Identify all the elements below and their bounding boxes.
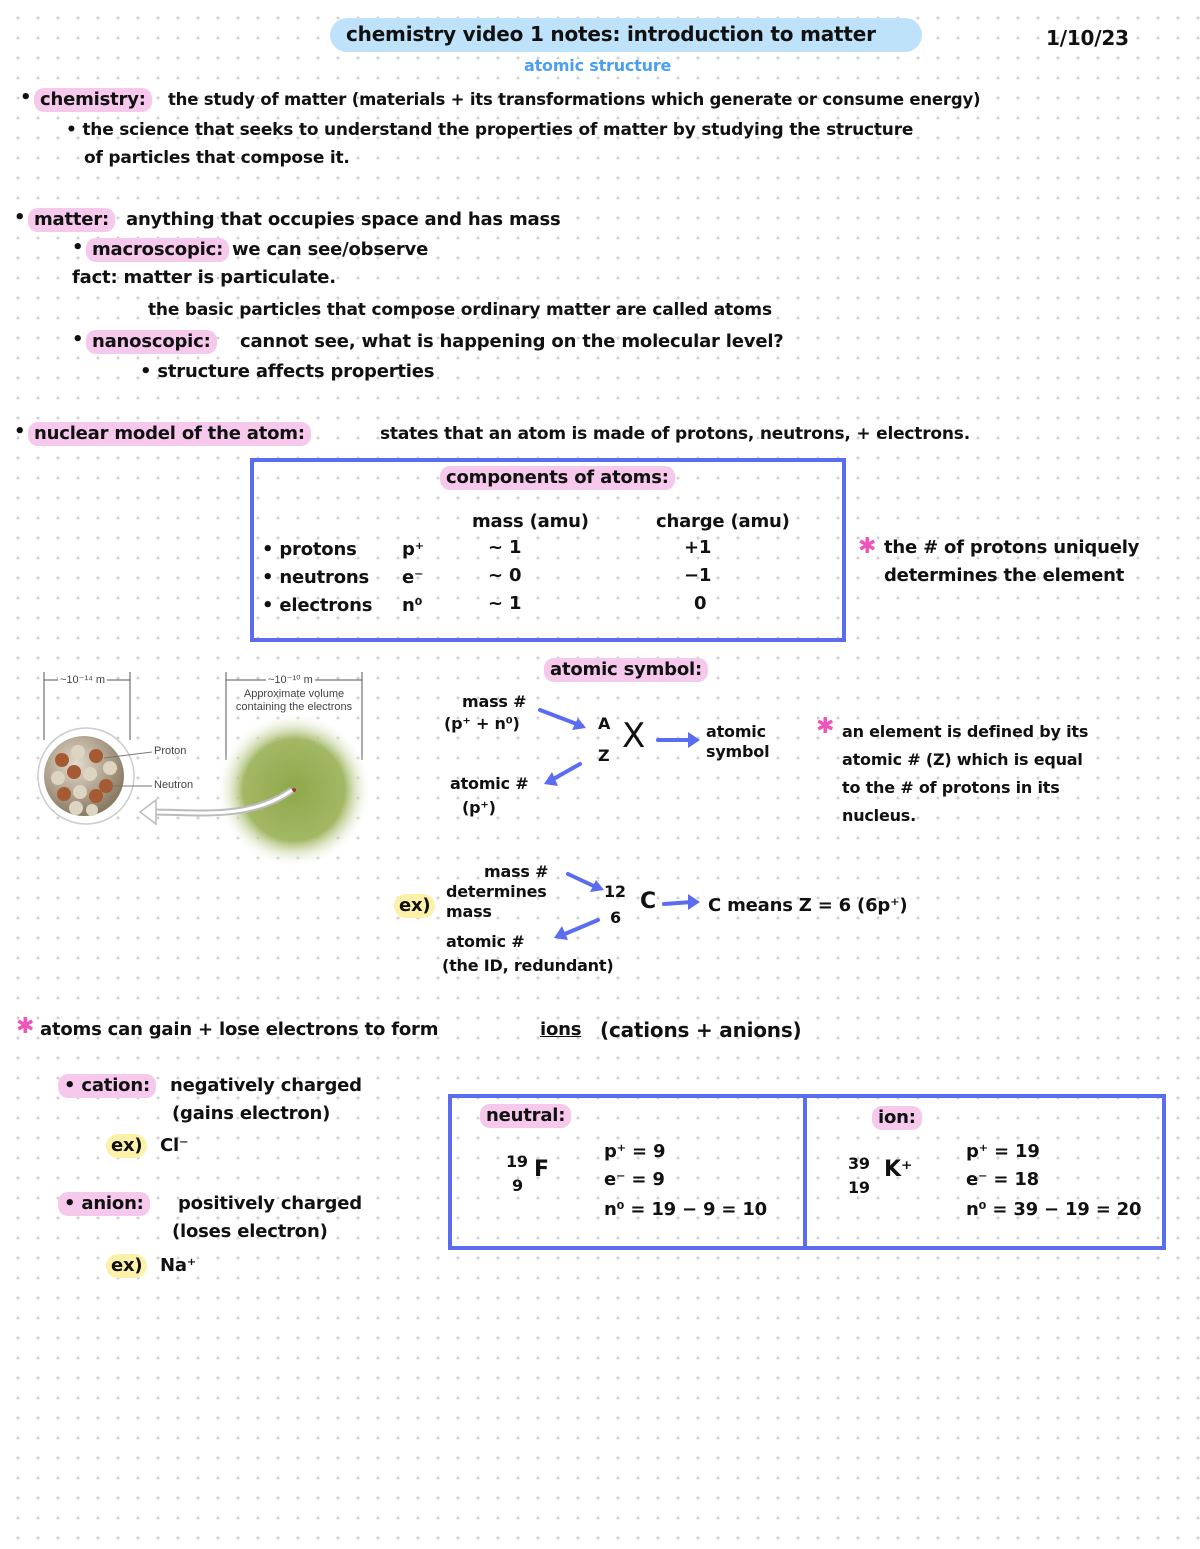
bullet-macroscopic: • [72, 237, 84, 258]
element-note-1: an element is defined by its [842, 722, 1089, 741]
element-note-2: atomic # (Z) which is equal [842, 750, 1083, 769]
page-subtitle: atomic structure [524, 56, 672, 75]
chemistry-sub-1: • the science that seeks to understand the properties of matter by studying the structure [66, 120, 914, 140]
bullet-nuclear: • [14, 421, 26, 442]
row-electrons-charge: 0 [694, 593, 707, 614]
atom-scale-label: ~10⁻¹⁰ m [268, 674, 313, 686]
ions-statement-post: (cations + anions) [600, 1018, 802, 1042]
term-matter: matter: [28, 208, 115, 232]
term-nanoscopic: nanoscopic: [86, 330, 217, 354]
fact-matter: fact: matter is particulate. [72, 267, 336, 288]
def-chemistry: the study of matter (materials + its transformations which generate or consume energy) [168, 90, 981, 109]
example-label: ex) [394, 894, 435, 918]
fact-atoms: the basic particles that compose ordinary matter are called atoms [148, 300, 772, 320]
star-icon: ✱ [16, 1014, 35, 1039]
row-electrons-sym: n⁰ [402, 595, 423, 616]
row-neutrons-mass: ~ 0 [488, 565, 522, 586]
term-anion: • anion: [58, 1192, 150, 1216]
def-cation: negatively charged [170, 1075, 362, 1096]
star-icon: ✱ [816, 714, 835, 739]
term-nuclear-model: nuclear model of the atom: [28, 422, 311, 446]
atomic-number-label-2: (p⁺) [462, 798, 496, 817]
row-protons-charge: +1 [684, 537, 712, 558]
ion-superscript: 39 [848, 1154, 870, 1173]
row-neutrons-name: • neutrons [262, 567, 369, 588]
nanoscopic-sub: • structure affects properties [140, 361, 435, 382]
row-electrons-name: • electrons [262, 595, 373, 616]
neutral-neutrons: n⁰ = 19 − 9 = 10 [604, 1199, 767, 1220]
atomic-symbol-label-2: symbol [706, 742, 770, 761]
element-note-4: nucleus. [842, 806, 916, 825]
neutral-subscript: 9 [512, 1176, 523, 1195]
row-protons-sym: p⁺ [402, 539, 424, 560]
chemistry-sub-2: of particles that compose it. [84, 148, 350, 168]
box-divider [803, 1094, 807, 1250]
ion-subscript: 19 [848, 1178, 870, 1197]
ion-title: ion: [872, 1106, 922, 1130]
atomic-symbol-title: atomic symbol: [544, 658, 708, 682]
header-mass: mass (amu) [472, 511, 589, 532]
ion-electrons: e⁻ = 18 [966, 1169, 1039, 1190]
ion-symbol: K⁺ [884, 1157, 913, 1182]
carbon-symbol: C [640, 889, 656, 914]
carbon-mass-label-3: mass [446, 902, 492, 921]
nucleus-scale-label: ~10⁻¹⁴ m [60, 674, 106, 686]
def-macroscopic: we can see/observe [232, 239, 429, 260]
carbon-result: C means Z = 6 (6p⁺) [708, 895, 908, 916]
carbon-superscript: 12 [604, 882, 626, 901]
star-icon: ✱ [858, 534, 877, 559]
ion-neutrons: n⁰ = 39 − 19 = 20 [966, 1199, 1142, 1220]
neutral-electrons: e⁻ = 9 [604, 1169, 665, 1190]
carbon-subscript: 6 [610, 908, 621, 927]
row-protons-mass: ~ 1 [488, 537, 522, 558]
term-cation: • cation: [58, 1074, 156, 1098]
carbon-mass-label-1: mass # [484, 862, 549, 881]
def-anion: positively charged [178, 1193, 362, 1214]
protons-note-1: the # of protons uniquely [884, 537, 1140, 558]
atomic-number-label-1: atomic # [450, 774, 529, 793]
cation-example-label: ex) [106, 1134, 147, 1158]
def-nanoscopic: cannot see, what is happening on the molecular level? [240, 331, 784, 352]
neutral-symbol: F [534, 1157, 549, 1182]
label-proton: Proton [154, 745, 187, 757]
ion-protons: p⁺ = 19 [966, 1141, 1040, 1162]
row-protons-name: • protons [262, 539, 357, 560]
anion-example-label: ex) [106, 1254, 147, 1278]
symbol-subscript: Z [598, 746, 610, 765]
atomic-symbol-label-1: atomic [706, 722, 766, 741]
bullet-nanoscopic: • [72, 329, 84, 350]
def-nuclear-model: states that an atom is made of protons, neutrons, + electrons. [380, 424, 970, 444]
cation-example-value: Cl⁻ [160, 1135, 189, 1156]
anion-example-value: Na⁺ [160, 1255, 197, 1276]
row-neutrons-charge: −1 [684, 565, 712, 586]
header-charge: charge (amu) [656, 511, 790, 532]
def-matter: anything that occupies space and has mass [126, 209, 561, 230]
cation-sub: (gains electron) [172, 1103, 331, 1124]
ions-statement-ions: ions [540, 1019, 582, 1040]
neutral-protons: p⁺ = 9 [604, 1141, 666, 1162]
term-chemistry: chemistry: [34, 88, 152, 112]
neutral-title: neutral: [480, 1104, 571, 1128]
mass-number-label-1: mass # [462, 692, 527, 711]
carbon-atomic-label-2: (the ID, redundant) [442, 956, 614, 975]
atom-caption-1: Approximate volume [243, 688, 345, 700]
row-neutrons-sym: e⁻ [402, 567, 424, 588]
protons-note-2: determines the element [884, 565, 1125, 586]
page-date: 1/10/23 [1046, 26, 1129, 50]
element-note-3: to the # of protons in its [842, 778, 1060, 797]
symbol-superscript: A [598, 714, 611, 733]
term-macroscopic: macroscopic: [86, 238, 229, 262]
mass-number-label-2: (p⁺ + n⁰) [444, 714, 520, 733]
page-title: chemistry video 1 notes: introduction to matter [346, 22, 876, 46]
carbon-mass-label-2: determines [446, 882, 547, 901]
ions-statement-pre: atoms can gain + lose electrons to form [40, 1019, 439, 1040]
neutral-superscript: 19 [506, 1152, 528, 1171]
components-title: components of atoms: [440, 466, 675, 490]
element-symbol-x: X [622, 716, 646, 756]
bullet-matter: • [14, 207, 26, 228]
label-neutron: Neutron [154, 779, 194, 791]
row-electrons-mass: ~ 1 [488, 593, 522, 614]
carbon-atomic-label-1: atomic # [446, 932, 525, 951]
bullet-chemistry: • [20, 87, 32, 108]
anion-sub: (loses electron) [172, 1221, 328, 1242]
atom-caption-2: containing the electrons [235, 701, 353, 713]
